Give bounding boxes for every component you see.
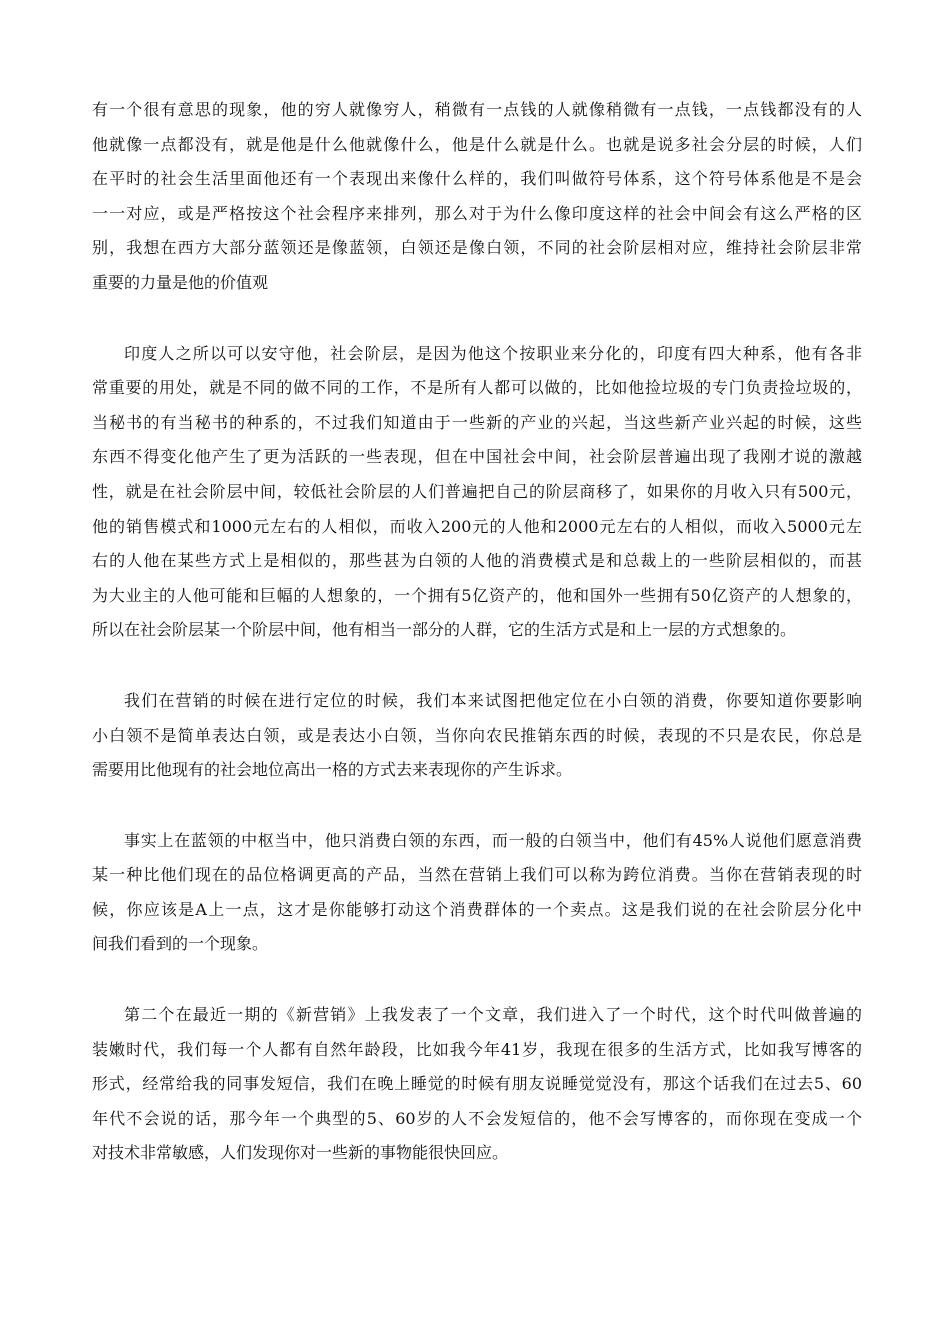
text-line: 对技术非常敏感，人们发现你对一些新的事物能很快回应。: [92, 1143, 509, 1163]
text-line: 小白领不是简单表达白领，或是表达小白领，当你向农民推销东西的时候，表现的不只是农民，你总是: [92, 725, 862, 745]
text-line: 第二个在最近一期的《新营销》上我发表了一个文章，我们进入了一个时代，这个时代叫做普遍的: [124, 1005, 862, 1025]
text-line: 他就像一点都没有，就是他是什么他就像什么，他是什么就是什么。也就是说多社会分层的时候，人们: [92, 134, 862, 154]
text-line: 常重要的用处，就是不同的做不同的工作，不是所有人都可以做的，比如他捡垃圾的专门负责捡垃圾的，: [92, 378, 862, 398]
text-line: 右的人他在某些方式上是相似的，那些甚为白领的人他的消费模式是和总裁上的一些阶层相似的，而甚: [92, 551, 862, 571]
text-line: 性，就是在社会阶层中间，较低社会阶层的人们普遍把自己的阶层商移了，如果你的月收入只有500元，: [92, 481, 862, 501]
paragraph-2: [92, 337, 862, 648]
text-line: 当秘书的有当秘书的种系的，不过我们知道由于一些新的产业的兴起，当这些新产业兴起的时候，这些: [92, 412, 862, 432]
text-line: 装嫩时代，我们每一个人都有自然年龄段，比如我今年41岁，我现在很多的生活方式，比如我写博客的: [92, 1039, 862, 1059]
text-line: 形式，经常给我的同事发短信，我们在晚上睡觉的时候有朋友说睡觉觉没有，那这个话我们在过去5、60: [92, 1074, 862, 1094]
text-line: 候，你应该是A上一点，这才是你能够打动这个消费群体的一个卖点。这是我们说的在社会阶层分化中: [92, 899, 862, 919]
document-body: [92, 93, 862, 1207]
text-line: 一一对应，或是严格按这个社会程序来排列，那么对于为什么像印度这样的社会中间会有这么严格的区: [92, 203, 862, 223]
text-line: 他的销售模式和1000元左右的人相似，而收入200元的人他和2000元左右的人相似，而收入5000元左: [92, 516, 862, 536]
text-line: 年代不会说的话，那今年一个典型的5、60岁的人不会发短信的，他不会写博客的，而你现在变成一个: [92, 1108, 862, 1128]
paragraph-5: [92, 998, 862, 1171]
text-line: 印度人之所以可以安守他，社会阶层，是因为他这个按职业来分化的，印度有四大种系，他有各非: [124, 343, 862, 363]
text-line: 为大业主的人他可能和巨幅的人想象的，一个拥有5亿资产的，他和国外一些拥有50亿资产的人想象的，: [92, 585, 862, 605]
text-line: 需要用比他现有的社会地位高出一格的方式去来表现你的产生诉求。: [92, 760, 573, 780]
text-line: 间我们看到的一个现象。: [92, 934, 269, 954]
text-line: 所以在社会阶层某一个阶层中间，他有相当一部分的人群，它的生活方式是和上一层的方式想象的。: [92, 620, 797, 640]
paragraph-1: [92, 93, 862, 301]
text-line: 我们在营销的时候在进行定位的时候，我们本来试图把他定位在小白领的消费，你要知道你要影响: [124, 690, 862, 710]
text-line: 别，我想在西方大部分蓝领还是像蓝领，白领还是像白领，不同的社会阶层相对应，维持社会阶层非常: [92, 238, 862, 258]
text-line: 重要的力量是他的价值观: [92, 272, 269, 292]
text-line: 某一种比他们现在的品位格调更高的产品，当然在营销上我们可以称为跨位消费。当你在营销表现的时: [92, 865, 862, 885]
text-line: 事实上在蓝领的中枢当中，他只消费白领的东西，而一般的白领当中，他们有45%人说他们愿意消费: [124, 830, 862, 850]
text-line: 在平时的社会生活里面他还有一个表现出来像什么样的，我们叫做符号体系，这个符号体系他是不是会: [92, 169, 862, 189]
text-line: 有一个很有意思的现象，他的穷人就像穷人，稍微有一点钱的人就像稍微有一点钱，一点钱都没有的人: [92, 100, 862, 119]
paragraph-3: [92, 684, 862, 788]
text-line: 东西不得变化他产生了更为活跃的一些表现，但在中国社会中间，社会阶层普遍出现了我刚才说的激越: [92, 447, 862, 467]
paragraph-4: [92, 824, 862, 962]
